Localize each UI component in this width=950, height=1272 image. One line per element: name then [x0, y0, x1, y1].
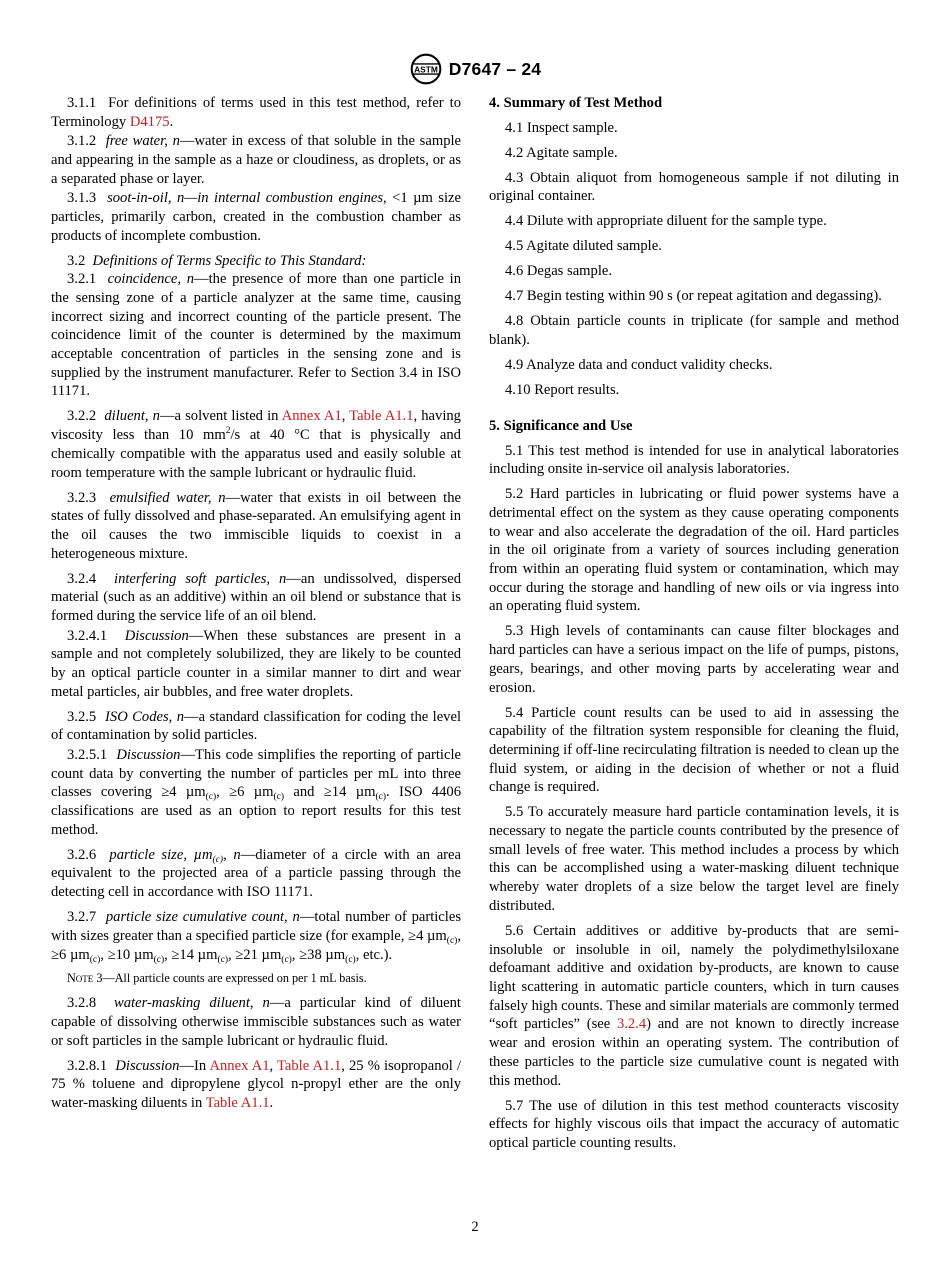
para-5-4: 5.4 Particle count results can be used to aid in assessing the capability of the filtration system responsible for cleaning the fluid, determining if off-line recirculating filtration is needed to clean up the fluid system, or aiding in the decision of whether or not a fluid change is required.	[489, 704, 899, 796]
link-d4175[interactable]: D4175	[129, 113, 170, 130]
para-3-2-4-1: 3.2.4.1 Discussion—When these substances are present in a sample and not completely solubilized, they are likely to be counted by an optical particle counter in a similar manner to dirt and wear metal particles, air bubbles, and free water droplets.	[51, 627, 461, 700]
right-column	[489, 94, 899, 1159]
para-3-2-5: 3.2.5 ISO Codes, n—a standard classification for coding the level of contamination by solid particles.	[51, 708, 462, 744]
para-3-2-8-1: 3.2.8.1 Discussion—In Annex A1, Table A1.1, 25 % isopropanol / 75 % toluene and dipropylene glycol n-propyl ether are the only water-masking diluents in Table A1.1.	[51, 1057, 462, 1112]
link-annex-a1[interactable]: Annex A1	[209, 1057, 270, 1074]
para-3-2-7: 3.2.7 particle size cumulative count, n—total number of particles with sizes greater than a specified particle size (for example, ≥4 µm$_{(c)}$, ≥6 µm$_{(c)}$, ≥10 µm$_{(c)}$, ≥14 µm$_{(c)}$, ≥21 µm$_{(c)}$, ≥38 µm$_{(c)}$, etc.).	[51, 909, 461, 965]
para-5-2: 5.2 Hard particles in lubricating or fluid power systems have a detrimental effect on the system as they cause operating components to wear and also accelerate the degradation of the oil. Hard particles in the oil originate from a variety of sources including generation from within an operating fluid system or contamination, which may occur during the storage and handling of new oils or via ingress into an operating fluid system.	[489, 486, 899, 615]
item-4-5: 4.5 Agitate diluted sample.	[505, 238, 662, 255]
item-4-6: 4.6 Degas sample.	[505, 263, 612, 280]
para-5-7: 5.7 The use of dilution in this test method counteracts viscosity effects for highly viscous oils that impact the accuracy of automatic optical particle counting results.	[489, 1097, 899, 1151]
link-table-a1-1[interactable]: Table A1.1	[276, 1057, 342, 1074]
item-4-9: 4.9 Analyze data and conduct validity checks.	[505, 357, 773, 374]
left-column	[51, 94, 461, 1119]
document-designation: D7647 – 24	[448, 58, 542, 79]
para-3-2-2: 3.2.2 diluent, n—a solvent listed in Annex A1, Table A1.1, having viscosity less than 10 $mm^2/s$ at 40 °C that is physically and chemically compatible with the apparatus used and easily soluble at room temperature with the sample lubricant or hydraulic fluid.	[51, 408, 461, 481]
section-5-heading: 5. Significance and Use	[489, 417, 633, 434]
astm-logo-icon	[409, 53, 443, 85]
item-4-3: 4.3 Obtain aliquot from homogeneous sample if not diluting in original container.	[489, 169, 899, 205]
para-3-2: 3.2 Definitions of Terms Specific to This Standard:	[67, 252, 367, 269]
para-3-2-3: 3.2.3 emulsified water, n—water that exists in oil between the states of fully dissolved and phase-separated. An emulsifying agent in the oil causes the two immiscible liquids to coexist in a heterogeneous mixture.	[51, 489, 461, 562]
link-annex-a1[interactable]: Annex A1	[281, 408, 342, 425]
para-3-2-1: 3.2.1 coincidence, n—the presence of more than one particle in the sensing zone of a particle analyzer at the same time, causing incorrect sizing and incorrect counting of the particle present. The coincidence limit of the counter is determined by the maximum acceptable concentration of particles in the sensing zone and is supplied by the instrument manufacturer. Refer to Section 3.4 in ISO 11171.	[51, 271, 461, 400]
para-3-2-8: 3.2.8 water-masking diluent, n—a particular kind of diluent capable of dissolving otherwise immiscible substances such as water or soft particles in the sample lubricant or hydraulic fluid.	[51, 995, 461, 1049]
item-4-1: 4.1 Inspect sample.	[505, 119, 618, 136]
para-3-2-6: 3.2.6 particle size, µm$_{(c)}$, n—diameter of a circle with an area equivalent to the projected area of a particle passing through the detecting cell in accordance with ISO 11171.	[51, 846, 461, 901]
para-5-6: 5.6 Certain additives or additive by-products that are semi-insoluble or insoluble in oil, namely the polydimethylsiloxane defoamant additive and oxidation by-products, are known to cause light scattering in automatic particle counters, which in turn causes falsely high counts. These and similar materials are commonly termed “soft particles” (see 3.2.4) and are not known to directly increase wear and erosion within an operating system. The contribution of these particles to the particle size cumulative count is negated with this method.	[489, 922, 900, 1089]
item-4-8: 4.8 Obtain particle counts in triplicate (for sample and method blank).	[489, 313, 899, 349]
item-4-7: 4.7 Begin testing within 90 s (or repeat agitation and degassing).	[505, 288, 882, 305]
item-4-10: 4.10 Report results.	[505, 382, 620, 399]
para-3-1-3: 3.1.3 soot-in-oil, n—in internal combustion engines, <1 µm size particles, primarily carbon, created in the combustion chamber as products of incomplete combustion.	[51, 190, 461, 244]
para-5-5: 5.5 To accurately measure hard particle contamination levels, it is necessary to negate the particle counts contributed by the presence of small levels of free water. This method includes a process by which this can be accomplished using a water-masking diluent technique whereby water droplets of a size below the target level are finely distributed.	[489, 804, 899, 914]
para-3-1-1: 3.1.1 For definitions of terms used in this test method, refer to Terminology D4175.	[51, 95, 461, 130]
item-4-4: 4.4 Dilute with appropriate diluent for the sample type.	[505, 213, 827, 230]
para-3-2-5-1: 3.2.5.1 Discussion—This code simplifies the reporting of particle count data by converting the number of particles per mL into three classes covering ≥4 µm$_{(c)}$, ≥6 µm$_{(c)}$ and ≥14 µm$_{(c)}$. ISO 4406 classifications are used as an option to report results for this test method.	[51, 746, 461, 838]
svg-text:ASTM: ASTM	[413, 64, 438, 75]
para-5-1: 5.1 This test method is intended for use in analytical laboratories including onsite in-service oil analysis laboratories.	[489, 442, 899, 478]
para-3-1-2: 3.1.2 free water, n—water in excess of that soluble in the sample and appearing in the sample as a haze or cloudiness, as droplets, or as a separated phase or layer.	[51, 133, 462, 187]
link-table-a1-1[interactable]: Table A1.1	[205, 1095, 270, 1112]
item-4-2: 4.2 Agitate sample.	[505, 144, 618, 161]
page-number: 2	[471, 1219, 479, 1235]
link-table-a1-1[interactable]: Table A1.1	[349, 408, 414, 425]
page-header	[0, 52, 950, 86]
para-3-2-4: 3.2.4 interfering soft particles, n—an undissolved, dispersed material (such as an additive) within an oil blend or substance that is formed during the service life of an oil blend.	[51, 570, 461, 625]
section-4-heading: 4. Summary of Test Method	[489, 95, 663, 111]
link-3-2-4[interactable]: 3.2.4	[616, 1016, 647, 1033]
note-3: Note 3—All particle counts are expressed on per 1 mL basis.	[67, 971, 367, 986]
para-5-3: 5.3 High levels of contaminants can cause filter blockages and hard particles can have a serious impact on the life of pumps, pistons, gears, bearings, and other moving parts by accelerating wear and erosion.	[489, 623, 899, 696]
